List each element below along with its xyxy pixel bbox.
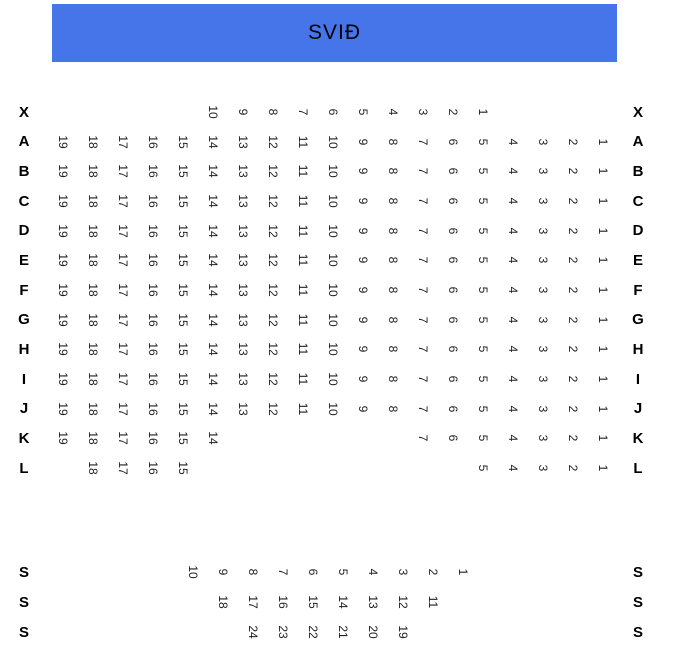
seat-H-8[interactable]: 8 (386, 346, 400, 353)
seat-A-11[interactable]: 11 (296, 135, 310, 148)
seat-E-19[interactable]: 19 (56, 253, 70, 268)
seat-X-7[interactable]: 7 (296, 108, 310, 116)
seat-F-8[interactable]: 8 (386, 286, 400, 294)
row-label-left-L: L (19, 459, 29, 477)
seat-A-16[interactable]: 16 (146, 134, 160, 149)
seat-D-5[interactable]: 5 (476, 227, 490, 235)
seat-X-4[interactable]: 4 (386, 108, 400, 116)
row-label-left-D: D (18, 222, 30, 240)
seat-X-2[interactable]: 2 (446, 108, 460, 116)
row-label-left-E: E (18, 251, 29, 269)
seat-J-7[interactable]: 7 (416, 405, 430, 413)
row-label-left-I: I (21, 370, 27, 388)
seat-F-5[interactable]: 5 (476, 286, 490, 294)
row-label-right-X: X (632, 103, 643, 121)
seat-F-12[interactable]: 12 (266, 283, 280, 297)
seat-A-17[interactable]: 17 (116, 134, 130, 149)
seat-A-8[interactable]: 8 (386, 138, 400, 145)
seat-G-15[interactable]: 15 (176, 313, 190, 327)
seat-H-4[interactable]: 4 (506, 346, 520, 353)
seat-S1-5[interactable]: 5 (336, 568, 350, 576)
seat-D-15[interactable]: 15 (176, 223, 190, 238)
seat-S1-9[interactable]: 9 (216, 568, 230, 576)
seat-A-7[interactable]: 7 (416, 138, 430, 145)
seat-J-8[interactable]: 8 (386, 405, 400, 413)
seat-K-6[interactable]: 6 (446, 435, 460, 442)
seat-L-2[interactable]: 2 (566, 464, 580, 472)
seat-D-12[interactable]: 12 (266, 223, 280, 238)
row-label-right-S3: S (632, 623, 643, 641)
seat-X-3[interactable]: 3 (416, 108, 430, 116)
row-label-right-C: C (632, 192, 644, 210)
seat-H-15[interactable]: 15 (176, 342, 190, 357)
seat-D-6[interactable]: 6 (446, 227, 460, 235)
seat-J-16[interactable]: 16 (146, 402, 160, 416)
seat-J-6[interactable]: 6 (446, 405, 460, 413)
seat-A-9[interactable]: 9 (356, 138, 370, 145)
row-label-left-X: X (18, 103, 29, 121)
seat-D-16[interactable]: 16 (146, 223, 160, 238)
seat-B-5[interactable]: 5 (476, 167, 490, 175)
seat-E-16[interactable]: 16 (146, 253, 160, 268)
seat-D-10[interactable]: 10 (326, 223, 340, 238)
seat-S2-11[interactable]: 11 (426, 595, 440, 609)
seat-J-9[interactable]: 9 (356, 405, 370, 413)
seat-A-19[interactable]: 19 (56, 134, 70, 149)
seat-J-13[interactable]: 13 (236, 402, 250, 416)
seat-J-14[interactable]: 14 (206, 402, 220, 416)
seat-C-1[interactable]: 1 (596, 197, 610, 205)
seat-D-2[interactable]: 2 (566, 227, 580, 235)
seat-J-3[interactable]: 3 (536, 405, 550, 413)
seat-J-5[interactable]: 5 (476, 405, 490, 413)
row-label-left-A: A (18, 133, 30, 151)
row-label-right-J: J (633, 400, 643, 418)
seat-A-6[interactable]: 6 (446, 138, 460, 145)
seat-I-9[interactable]: 9 (356, 375, 370, 383)
seat-G-10[interactable]: 10 (326, 313, 340, 327)
seat-I-12[interactable]: 12 (266, 372, 280, 386)
seat-S1-7[interactable]: 7 (276, 568, 290, 576)
seat-L-3[interactable]: 3 (536, 464, 550, 472)
seat-H-1[interactable]: 1 (596, 346, 610, 353)
seat-J-1[interactable]: 1 (596, 405, 610, 413)
seat-F-2[interactable]: 2 (566, 286, 580, 294)
seat-F-6[interactable]: 6 (446, 286, 460, 294)
seat-X-8[interactable]: 8 (266, 108, 280, 116)
seat-C-18[interactable]: 18 (86, 194, 100, 208)
seat-G-7[interactable]: 7 (416, 316, 430, 324)
seat-J-15[interactable]: 15 (176, 402, 190, 416)
seat-C-6[interactable]: 6 (446, 197, 460, 205)
seat-C-14[interactable]: 14 (206, 194, 220, 208)
seat-K-1[interactable]: 1 (596, 435, 610, 442)
seat-B-15[interactable]: 15 (176, 164, 190, 178)
seat-I-19[interactable]: 19 (56, 372, 70, 386)
seat-A-14[interactable]: 14 (206, 134, 220, 149)
seat-H-7[interactable]: 7 (416, 346, 430, 353)
seat-I-2[interactable]: 2 (566, 375, 580, 383)
seat-H-12[interactable]: 12 (266, 342, 280, 357)
seat-I-15[interactable]: 15 (176, 372, 190, 386)
seat-I-13[interactable]: 13 (236, 372, 250, 386)
seat-S3-21[interactable]: 21 (336, 625, 350, 639)
seat-H-6[interactable]: 6 (446, 346, 460, 353)
seat-K-18[interactable]: 18 (86, 431, 100, 446)
seat-E-1[interactable]: 1 (596, 257, 610, 264)
seat-G-2[interactable]: 2 (566, 316, 580, 324)
seat-S1-6[interactable]: 6 (306, 568, 320, 576)
seat-S1-3[interactable]: 3 (396, 568, 410, 576)
row-label-right-B: B (632, 162, 644, 180)
seat-I-14[interactable]: 14 (206, 372, 220, 386)
seat-I-4[interactable]: 4 (506, 375, 520, 383)
stage-label: SVIÐ (307, 21, 361, 44)
seat-C-3[interactable]: 3 (536, 197, 550, 205)
seat-S1-10[interactable]: 10 (186, 565, 200, 579)
seat-E-3[interactable]: 3 (536, 257, 550, 264)
seat-S2-12[interactable]: 12 (396, 595, 410, 609)
seat-H-16[interactable]: 16 (146, 342, 160, 357)
seat-F-17[interactable]: 17 (116, 283, 130, 297)
seat-C-7[interactable]: 7 (416, 197, 430, 205)
seat-D-13[interactable]: 13 (236, 223, 250, 238)
seat-S3-22[interactable]: 22 (306, 625, 320, 639)
seat-S2-17[interactable]: 17 (246, 595, 260, 609)
seat-I-17[interactable]: 17 (116, 372, 130, 386)
seat-G-17[interactable]: 17 (116, 313, 130, 327)
seat-H-2[interactable]: 2 (566, 346, 580, 353)
seat-E-5[interactable]: 5 (476, 257, 490, 264)
row-label-left-C: C (18, 192, 30, 210)
seat-L-4[interactable]: 4 (506, 464, 520, 472)
seat-B-1[interactable]: 1 (596, 167, 610, 175)
seat-S2-13[interactable]: 13 (366, 595, 380, 609)
seat-G-5[interactable]: 5 (476, 316, 490, 324)
seat-F-4[interactable]: 4 (506, 286, 520, 294)
seat-J-2[interactable]: 2 (566, 405, 580, 413)
seat-S1-4[interactable]: 4 (366, 568, 380, 576)
seat-K-4[interactable]: 4 (506, 435, 520, 442)
row-label-right-A: A (632, 133, 644, 151)
seat-L-15[interactable]: 15 (176, 461, 190, 475)
row-label-right-L: L (633, 459, 643, 477)
seat-D-14[interactable]: 14 (206, 223, 220, 238)
seat-D-18[interactable]: 18 (86, 223, 100, 238)
seat-K-19[interactable]: 19 (56, 431, 70, 446)
seat-G-3[interactable]: 3 (536, 316, 550, 324)
seat-I-11[interactable]: 11 (296, 372, 310, 386)
seat-K-3[interactable]: 3 (536, 435, 550, 442)
seat-K-17[interactable]: 17 (116, 431, 130, 446)
row-label-left-B: B (18, 162, 30, 180)
seat-B-9[interactable]: 9 (356, 167, 370, 175)
seat-X-1[interactable]: 1 (476, 108, 490, 116)
seat-A-3[interactable]: 3 (536, 138, 550, 145)
seat-E-13[interactable]: 13 (236, 253, 250, 268)
seat-G-11[interactable]: 11 (296, 313, 310, 326)
seat-H-10[interactable]: 10 (326, 342, 340, 357)
seat-B-13[interactable]: 13 (236, 164, 250, 178)
row-label-left-J: J (19, 400, 29, 418)
seat-E-12[interactable]: 12 (266, 253, 280, 268)
seat-H-11[interactable]: 11 (296, 343, 310, 356)
seat-H-13[interactable]: 13 (236, 342, 250, 357)
seat-A-15[interactable]: 15 (176, 134, 190, 149)
seat-K-15[interactable]: 15 (176, 431, 190, 446)
row-label-left-F: F (19, 281, 29, 299)
seat-C-19[interactable]: 19 (56, 194, 70, 208)
seat-I-16[interactable]: 16 (146, 372, 160, 386)
seat-K-2[interactable]: 2 (566, 435, 580, 442)
row-label-right-F: F (633, 281, 643, 299)
seat-E-8[interactable]: 8 (386, 257, 400, 264)
seat-F-9[interactable]: 9 (356, 286, 370, 294)
seat-B-17[interactable]: 17 (116, 164, 130, 178)
seat-I-1[interactable]: 1 (596, 375, 610, 383)
seat-G-6[interactable]: 6 (446, 316, 460, 324)
seat-B-11[interactable]: 11 (296, 165, 310, 178)
seat-K-5[interactable]: 5 (476, 435, 490, 442)
row-label-left-K: K (18, 429, 30, 447)
seat-G-16[interactable]: 16 (146, 313, 160, 327)
seat-S3-24[interactable]: 24 (246, 625, 260, 639)
row-label-right-G: G (632, 311, 644, 329)
seat-I-18[interactable]: 18 (86, 372, 100, 386)
seat-E-9[interactable]: 9 (356, 257, 370, 264)
seat-E-2[interactable]: 2 (566, 257, 580, 264)
seat-S3-19[interactable]: 19 (396, 625, 410, 639)
row-label-right-I: I (635, 370, 641, 388)
seat-B-7[interactable]: 7 (416, 167, 430, 175)
seat-D-19[interactable]: 19 (56, 223, 70, 238)
seat-L-18[interactable]: 18 (86, 461, 100, 475)
seat-E-7[interactable]: 7 (416, 257, 430, 264)
seat-K-14[interactable]: 14 (206, 431, 220, 446)
seat-D-17[interactable]: 17 (116, 223, 130, 238)
seat-B-14[interactable]: 14 (206, 164, 220, 178)
seat-H-14[interactable]: 14 (206, 342, 220, 357)
seat-G-1[interactable]: 1 (596, 316, 610, 324)
seat-S3-20[interactable]: 20 (366, 625, 380, 639)
seat-F-11[interactable]: 11 (296, 283, 310, 297)
seat-E-18[interactable]: 18 (86, 253, 100, 268)
seat-E-14[interactable]: 14 (206, 253, 220, 268)
seat-G-13[interactable]: 13 (236, 313, 250, 327)
seat-H-3[interactable]: 3 (536, 346, 550, 353)
seat-A-4[interactable]: 4 (506, 138, 520, 145)
seat-C-15[interactable]: 15 (176, 194, 190, 208)
seat-C-17[interactable]: 17 (116, 194, 130, 208)
seat-D-7[interactable]: 7 (416, 227, 430, 235)
seat-D-8[interactable]: 8 (386, 227, 400, 235)
row-label-left-S1: S (18, 563, 29, 581)
seat-D-9[interactable]: 9 (356, 227, 370, 235)
seat-F-18[interactable]: 18 (86, 283, 100, 297)
seat-B-6[interactable]: 6 (446, 167, 460, 175)
seat-G-19[interactable]: 19 (56, 313, 70, 327)
seat-C-13[interactable]: 13 (236, 194, 250, 208)
seat-S1-1[interactable]: 1 (456, 568, 470, 576)
seat-J-11[interactable]: 11 (296, 402, 310, 415)
seat-S3-23[interactable]: 23 (276, 625, 290, 639)
row-label-left-H: H (18, 340, 30, 358)
seat-B-19[interactable]: 19 (56, 164, 70, 178)
seat-C-11[interactable]: 11 (296, 194, 310, 208)
seat-F-3[interactable]: 3 (536, 286, 550, 294)
seat-E-10[interactable]: 10 (326, 253, 340, 268)
row-label-right-K: K (632, 429, 644, 447)
row-label-right-E: E (632, 251, 643, 269)
seat-B-18[interactable]: 18 (86, 164, 100, 178)
seat-X-5[interactable]: 5 (356, 108, 370, 116)
seat-I-8[interactable]: 8 (386, 375, 400, 383)
seat-S2-15[interactable]: 15 (306, 595, 320, 609)
seat-G-8[interactable]: 8 (386, 316, 400, 324)
seat-J-10[interactable]: 10 (326, 402, 340, 416)
row-label-right-S2: S (632, 593, 643, 611)
row-label-right-H: H (632, 340, 644, 358)
seat-G-18[interactable]: 18 (86, 313, 100, 327)
seat-H-5[interactable]: 5 (476, 346, 490, 353)
seat-F-14[interactable]: 14 (206, 283, 220, 297)
seat-S1-2[interactable]: 2 (426, 568, 440, 576)
seat-D-11[interactable]: 11 (296, 224, 310, 237)
seat-S2-18[interactable]: 18 (216, 595, 230, 609)
seat-X-9[interactable]: 9 (236, 108, 250, 116)
seat-D-1[interactable]: 1 (596, 227, 610, 235)
seat-X-10[interactable]: 10 (206, 105, 220, 119)
seat-X-6[interactable]: 6 (326, 108, 340, 116)
seat-S2-16[interactable]: 16 (276, 595, 290, 609)
seat-I-5[interactable]: 5 (476, 375, 490, 383)
seat-B-3[interactable]: 3 (536, 167, 550, 175)
seat-I-3[interactable]: 3 (536, 375, 550, 383)
seat-B-2[interactable]: 2 (566, 167, 580, 175)
seat-F-13[interactable]: 13 (236, 283, 250, 297)
seat-C-12[interactable]: 12 (266, 194, 280, 208)
seat-L-5[interactable]: 5 (476, 464, 490, 472)
seat-A-5[interactable]: 5 (476, 138, 490, 145)
seat-L-16[interactable]: 16 (146, 461, 160, 475)
seat-A-2[interactable]: 2 (566, 138, 580, 145)
row-label-left-G: G (18, 311, 30, 329)
row-label-right-S1: S (632, 563, 643, 581)
seat-L-1[interactable]: 1 (596, 464, 610, 472)
seat-H-19[interactable]: 19 (56, 342, 70, 357)
seat-F-10[interactable]: 10 (326, 283, 340, 297)
seat-G-12[interactable]: 12 (266, 313, 280, 327)
seat-K-16[interactable]: 16 (146, 431, 160, 446)
seat-E-11[interactable]: 11 (296, 254, 310, 267)
seat-C-2[interactable]: 2 (566, 197, 580, 205)
seat-A-1[interactable]: 1 (596, 138, 610, 145)
seat-J-4[interactable]: 4 (506, 405, 520, 413)
seat-B-16[interactable]: 16 (146, 164, 160, 178)
seat-J-12[interactable]: 12 (266, 402, 280, 416)
seat-C-9[interactable]: 9 (356, 197, 370, 205)
seat-S1-8[interactable]: 8 (246, 568, 260, 576)
seat-L-17[interactable]: 17 (116, 461, 130, 475)
seat-G-4[interactable]: 4 (506, 316, 520, 324)
seat-C-10[interactable]: 10 (326, 194, 340, 208)
seat-A-12[interactable]: 12 (266, 134, 280, 149)
row-label-left-S3: S (18, 623, 29, 641)
seat-K-7[interactable]: 7 (416, 435, 430, 442)
seat-G-14[interactable]: 14 (206, 313, 220, 327)
seat-F-15[interactable]: 15 (176, 283, 190, 297)
seat-H-9[interactable]: 9 (356, 346, 370, 353)
seat-I-7[interactable]: 7 (416, 375, 430, 383)
row-label-left-S2: S (18, 593, 29, 611)
seat-C-5[interactable]: 5 (476, 197, 490, 205)
seat-D-4[interactable]: 4 (506, 227, 520, 235)
seat-C-16[interactable]: 16 (146, 194, 160, 208)
seat-F-16[interactable]: 16 (146, 283, 160, 297)
row-label-right-D: D (632, 222, 644, 240)
seat-G-9[interactable]: 9 (356, 316, 370, 324)
seat-B-4[interactable]: 4 (506, 167, 520, 175)
seat-H-18[interactable]: 18 (86, 342, 100, 357)
seat-J-17[interactable]: 17 (116, 402, 130, 416)
seat-H-17[interactable]: 17 (116, 342, 130, 357)
seat-I-6[interactable]: 6 (446, 375, 460, 383)
seat-B-12[interactable]: 12 (266, 164, 280, 178)
seat-F-19[interactable]: 19 (56, 283, 70, 297)
seat-A-18[interactable]: 18 (86, 134, 100, 149)
stage-banner (52, 4, 617, 62)
seat-A-13[interactable]: 13 (236, 134, 250, 149)
seat-C-4[interactable]: 4 (506, 197, 520, 205)
seat-I-10[interactable]: 10 (326, 372, 340, 386)
seat-F-1[interactable]: 1 (596, 286, 610, 294)
seat-J-19[interactable]: 19 (56, 402, 70, 416)
seat-E-17[interactable]: 17 (116, 253, 130, 268)
seat-F-7[interactable]: 7 (416, 286, 430, 294)
seat-C-8[interactable]: 8 (386, 197, 400, 205)
seat-D-3[interactable]: 3 (536, 227, 550, 235)
seat-B-8[interactable]: 8 (386, 167, 400, 175)
seat-A-10[interactable]: 10 (326, 134, 340, 149)
seat-E-15[interactable]: 15 (176, 253, 190, 268)
seat-S2-14[interactable]: 14 (336, 595, 350, 609)
seat-B-10[interactable]: 10 (326, 164, 340, 178)
seat-E-4[interactable]: 4 (506, 257, 520, 264)
seat-E-6[interactable]: 6 (446, 257, 460, 264)
seat-J-18[interactable]: 18 (86, 402, 100, 416)
